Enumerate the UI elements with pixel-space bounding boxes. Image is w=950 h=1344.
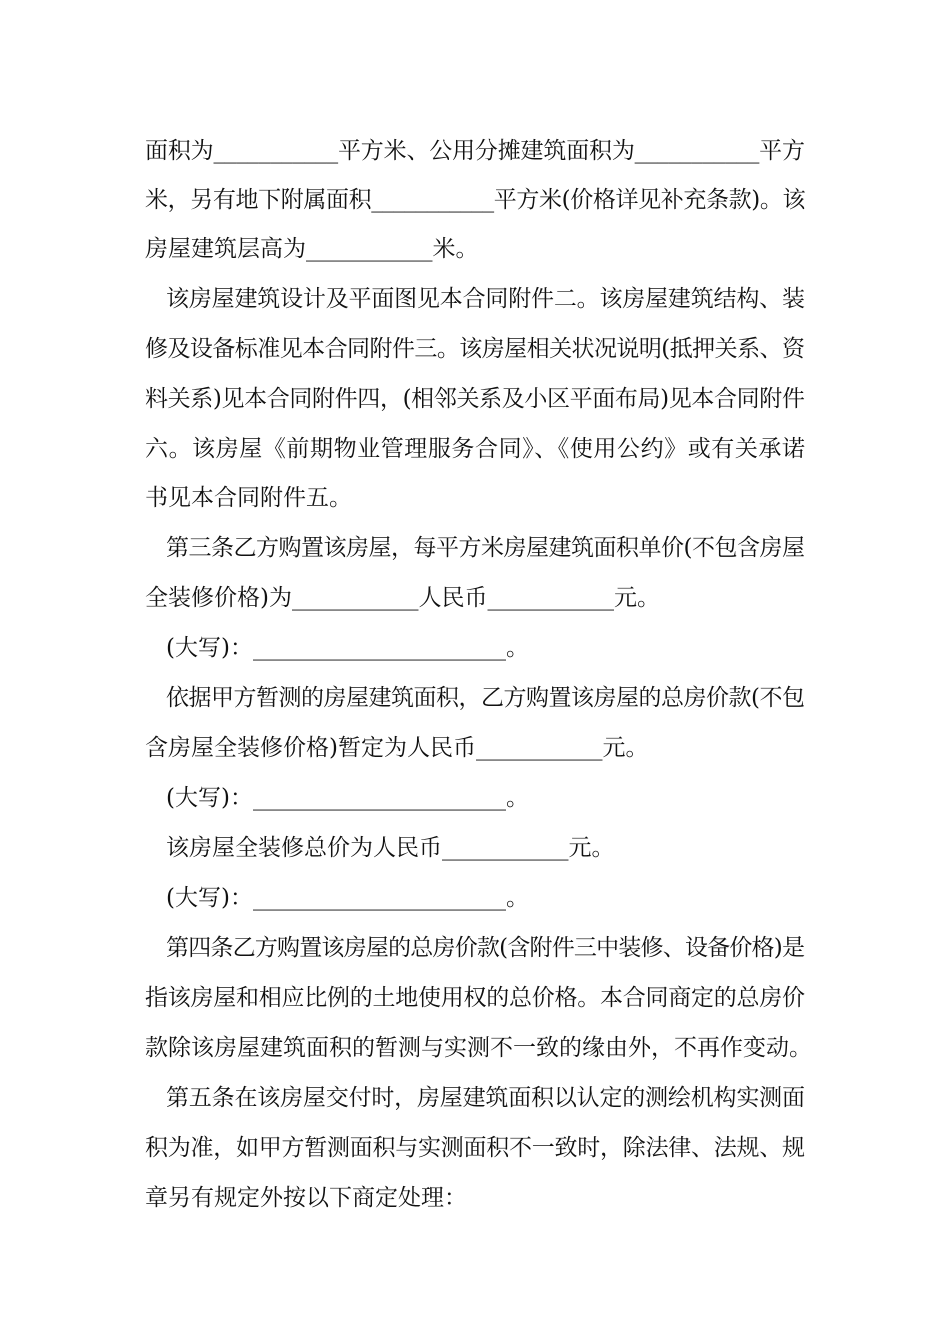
text-line-5: 修及设备标准见本合同附件三。该房屋相关状况说明(抵押关系、资 [145, 336, 805, 362]
text-line-11: (大写)：______________________。 [166, 635, 529, 661]
text-line-14: (大写)：______________________。 [166, 785, 529, 811]
text-line-17: 第四条乙方购置该房屋的总房价款(含附件三中装修、设备价格)是 [166, 935, 805, 961]
text-line-21: 积为准，如甲方暂测面积与实测面积不一致时，除法律、法规、规 [145, 1135, 805, 1161]
text-line-13: 含房屋全装修价格)暂定为人民币___________元。 [145, 735, 649, 761]
text-line-12: 依据甲方暂测的房屋建筑面积，乙方购置该房屋的总房价款(不包 [166, 685, 805, 711]
text-line-20: 第五条在该房屋交付时，房屋建筑面积以认定的测绘机构实测面 [166, 1085, 805, 1111]
text-line-16: (大写)：______________________。 [166, 885, 529, 911]
text-line-18: 指该房屋和相应比例的土地使用权的总价格。本合同商定的总房价 [145, 985, 805, 1011]
text-line-8: 书见本合同附件五。 [145, 485, 352, 511]
text-line-2: 米，另有地下附属面积___________平方米(价格详见补充条款)。该 [145, 187, 806, 213]
text-line-9: 第三条乙方购置该房屋，每平方米房屋建筑面积单价(不包含房屋 [166, 535, 805, 561]
text-line-4: 该房屋建筑设计及平面图见本合同附件二。该房屋建筑结构、装 [166, 286, 805, 312]
text-line-6: 料关系)见本合同附件四，(相邻关系及小区平面布局)见本合同附件 [145, 386, 805, 412]
text-line-22: 章另有规定外按以下商定处理： [145, 1185, 467, 1211]
text-line-7: 六。该房屋《前期物业管理服务合同》、《使用公约》或有关承诺 [145, 436, 806, 462]
text-line-10: 全装修价格)为___________人民币___________元。 [145, 585, 660, 611]
text-line-15: 该房屋全装修总价为人民币___________元。 [166, 835, 615, 861]
text-line-1: 面积为___________平方米、公用分摊建筑面积为___________平方 [145, 138, 805, 164]
text-line-3: 房屋建筑层高为___________米。 [145, 236, 479, 262]
text-line-19: 款除该房屋建筑面积的暂测与实测不一致的缘由外，不再作变动。 [145, 1035, 812, 1061]
